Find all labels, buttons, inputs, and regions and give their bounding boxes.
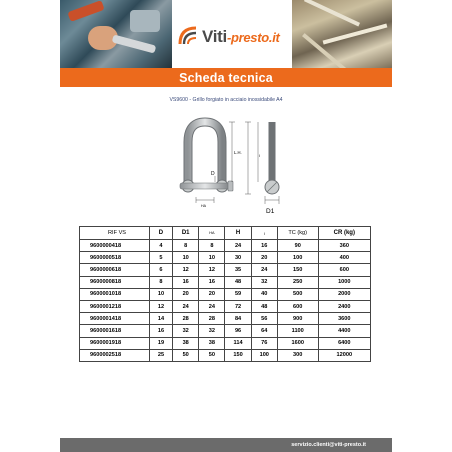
table-cell: 16 (251, 240, 277, 252)
col-header-tc: TC (kg) (277, 227, 318, 240)
table-cell: 9600000818 (80, 276, 150, 288)
table-cell: 9600001418 (80, 313, 150, 325)
table-cell: 28 (199, 313, 225, 325)
table-cell: 72 (225, 300, 251, 312)
table-cell: 24 (173, 300, 199, 312)
table-cell: 24 (251, 264, 277, 276)
table-cell: 48 (225, 276, 251, 288)
title-bar (60, 68, 392, 87)
table-cell: 3600 (318, 313, 370, 325)
label-d: D (211, 171, 215, 177)
label-i: I (259, 154, 261, 158)
table-row (80, 337, 371, 349)
col-header-i: I (251, 227, 277, 240)
screws-photo (292, 0, 392, 68)
page-title: Scheda tecnica (179, 70, 273, 85)
table-cell: 20 (251, 252, 277, 264)
table-cell: 56 (251, 313, 277, 325)
table-body (80, 240, 371, 362)
label-d1: D1 (266, 208, 275, 215)
table-cell: 20 (173, 288, 199, 300)
table-cell: 9600000418 (80, 240, 150, 252)
col-header-cr: CR (kg) (318, 227, 370, 240)
col-header-d: D (149, 227, 172, 240)
table-cell: 59 (225, 288, 251, 300)
logo-text: Viti-presto.it (202, 27, 280, 46)
col-header-h: H (225, 227, 251, 240)
table-cell: 32 (173, 325, 199, 337)
table-cell: 6400 (318, 337, 370, 349)
table-cell: 400 (318, 252, 370, 264)
table-cell: 14 (149, 313, 172, 325)
table-cell: 84 (225, 313, 251, 325)
table-cell: 150 (277, 264, 318, 276)
table-row (80, 313, 371, 325)
table-cell: 10 (173, 252, 199, 264)
table-cell: 600 (318, 264, 370, 276)
table-cell: 10 (149, 288, 172, 300)
table-cell: 90 (277, 240, 318, 252)
table-cell: 32 (199, 325, 225, 337)
table-cell: 8 (199, 240, 225, 252)
table-cell: 100 (251, 349, 277, 361)
label-lh: L.H. (234, 150, 242, 155)
table-cell: 76 (251, 337, 277, 349)
table-header-row (80, 227, 371, 240)
table-cell: 16 (149, 325, 172, 337)
table-cell: 9600000618 (80, 264, 150, 276)
table-cell: 250 (277, 276, 318, 288)
table-cell: 96 (225, 325, 251, 337)
label-ha: HA (201, 204, 206, 208)
table-cell: 900 (277, 313, 318, 325)
table-cell: 12000 (318, 349, 370, 361)
table-cell: 100 (277, 252, 318, 264)
logo-accent-text: -presto.it (226, 30, 280, 45)
specifications-table (79, 226, 371, 362)
table-cell: 1100 (277, 325, 318, 337)
table-cell: 9600000518 (80, 252, 150, 264)
table-cell: 2000 (318, 288, 370, 300)
table-cell: 6 (149, 264, 172, 276)
table-cell: 12 (199, 264, 225, 276)
table-cell: 16 (173, 276, 199, 288)
col-header-rif: RIF VS (80, 227, 150, 240)
col-header-ha: HA (199, 227, 225, 240)
tools-photo (60, 0, 172, 68)
table-row (80, 240, 371, 252)
table-cell: 360 (318, 240, 370, 252)
table-cell: 300 (277, 349, 318, 361)
table-row (80, 300, 371, 312)
table-cell: 150 (225, 349, 251, 361)
table-row (80, 325, 371, 337)
table-cell: 9600001618 (80, 325, 150, 337)
shackle-diagram (170, 112, 290, 222)
table-cell: 4 (149, 240, 172, 252)
table-cell: 50 (173, 349, 199, 361)
brand-logo[interactable] (172, 0, 292, 68)
table-cell: 19 (149, 337, 172, 349)
table-cell: 38 (173, 337, 199, 349)
table-cell: 600 (277, 300, 318, 312)
table-row (80, 264, 371, 276)
table-cell: 1600 (277, 337, 318, 349)
table-cell: 10 (199, 252, 225, 264)
table-row (80, 288, 371, 300)
header-banner (60, 0, 392, 68)
table-cell: 9600001218 (80, 300, 150, 312)
table-cell: 114 (225, 337, 251, 349)
table-cell: 8 (173, 240, 199, 252)
table-cell: 24 (199, 300, 225, 312)
table-cell: 32 (251, 276, 277, 288)
table-cell: 500 (277, 288, 318, 300)
table-cell: 16 (199, 276, 225, 288)
table-cell: 50 (199, 349, 225, 361)
table-cell: 24 (225, 240, 251, 252)
footer-bar (60, 438, 392, 452)
table-row (80, 276, 371, 288)
table-row (80, 349, 371, 361)
table-cell: 4400 (318, 325, 370, 337)
datasheet-page (60, 0, 392, 452)
table-cell: 48 (251, 300, 277, 312)
table-cell: 28 (173, 313, 199, 325)
table-cell: 12 (149, 300, 172, 312)
table-cell: 38 (199, 337, 225, 349)
contact-email-link[interactable]: servizio.clienti@viti-presto.it (291, 442, 366, 448)
table-cell: 30 (225, 252, 251, 264)
col-header-d1: D1 (173, 227, 199, 240)
table-cell: 5 (149, 252, 172, 264)
table-cell: 40 (251, 288, 277, 300)
table-cell: 64 (251, 325, 277, 337)
table-cell: 25 (149, 349, 172, 361)
table-cell: 2400 (318, 300, 370, 312)
product-subtitle: VS9600 - Grillo forgiato in acciaio inossidabile A4 (169, 97, 283, 103)
logo-arc-icon (178, 24, 200, 46)
table-cell: 9600001018 (80, 288, 150, 300)
table-cell: 35 (225, 264, 251, 276)
table-row (80, 252, 371, 264)
table-cell: 20 (199, 288, 225, 300)
table-cell: 1000 (318, 276, 370, 288)
table-cell: 9600002518 (80, 349, 150, 361)
table-cell: 12 (173, 264, 199, 276)
table-cell: 8 (149, 276, 172, 288)
table-cell: 9600001918 (80, 337, 150, 349)
